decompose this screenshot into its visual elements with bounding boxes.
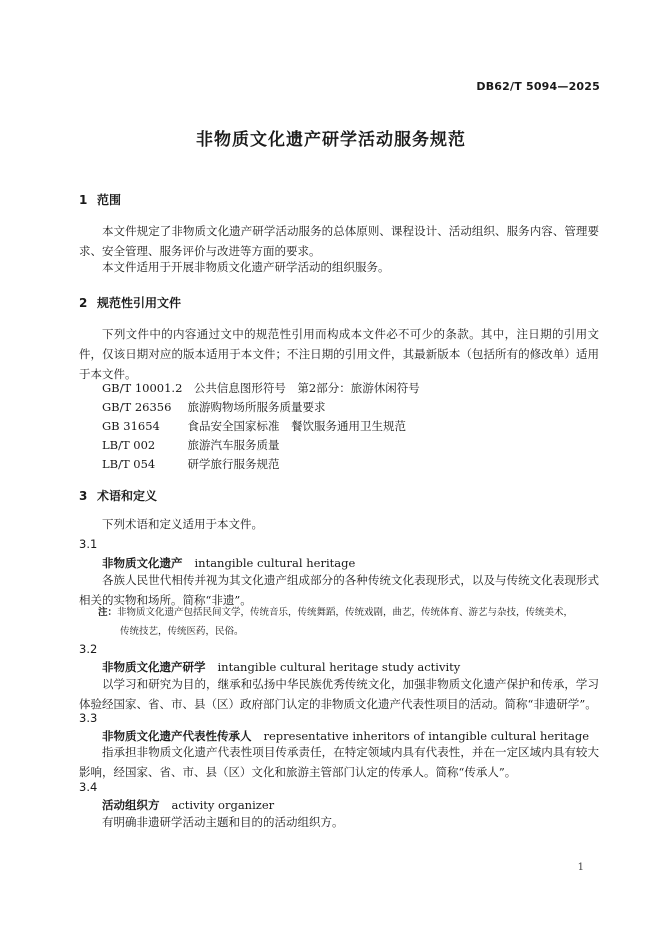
scope-paragraph-1: 本文件规定了非物质文化遗产研学活动服务的总体原则、课程设计、活动组织、服务内容、管理要求、安全管理、服务评价与改进等方面的要求。 bbox=[79, 224, 599, 258]
term-number: 3.2 bbox=[79, 642, 98, 656]
reference-item bbox=[102, 456, 280, 472]
term-definition: 各族人民世代相传并视为其文化遗产组成部分的各种传统文化表现形式，以及与传统文化表现形式相关的实物和场所。简称“非遗”。 bbox=[79, 573, 599, 607]
terms-intro: 下列术语和定义适用于本文件。 bbox=[102, 517, 263, 531]
term-en: intangible cultural heritage study activity bbox=[217, 660, 461, 674]
document-code: DB62/T 5094—2025 bbox=[476, 80, 600, 93]
term-definition: 以学习和研究为目的，继承和弘扬中华民族优秀传统文化，加强非物质文化遗产保护和传承，学习体验经国家、省、市、县（区）政府部门认定的非物质文化遗产代表性项目的活动。简称“非遗研学”。 bbox=[79, 677, 599, 711]
term-zh: 非物质文化遗产研学 bbox=[102, 660, 206, 674]
reference-code: GB/T 26356 bbox=[102, 400, 172, 414]
section-title: 范围 bbox=[97, 193, 122, 207]
reference-code: LB/T 054 bbox=[102, 457, 156, 471]
term-en: activity organizer bbox=[171, 798, 275, 812]
page-title: 非物质文化遗产研学活动服务规范 bbox=[196, 130, 466, 150]
term-zh: 非物质文化遗产 bbox=[102, 556, 183, 570]
reference-title: 公共信息图形符号 第2部分：旅游休闲符号 bbox=[193, 381, 420, 395]
section-heading-normative-references bbox=[79, 294, 181, 311]
reference-code: GB 31654 bbox=[102, 419, 160, 433]
reference-item bbox=[102, 437, 280, 453]
term-number: 3.3 bbox=[79, 711, 98, 725]
term-number: 3.1 bbox=[79, 537, 98, 551]
term-note bbox=[98, 603, 601, 641]
term-number: 3.4 bbox=[79, 780, 98, 794]
section-title: 术语和定义 bbox=[97, 489, 158, 503]
term-en: intangible cultural heritage bbox=[194, 556, 356, 570]
note-text-line2: 传统技艺，传统医药，民俗。 bbox=[120, 626, 244, 637]
reference-title: 旅游购物场所服务质量要求 bbox=[187, 400, 326, 414]
scope-paragraph-2: 本文件适用于开展非物质文化遗产研学活动的组织服务。 bbox=[102, 260, 390, 274]
reference-item bbox=[102, 418, 406, 434]
reference-title: 旅游汽车服务质量 bbox=[187, 438, 280, 452]
section-heading-terms bbox=[79, 487, 157, 504]
references-intro: 下列文件中的内容通过文中的规范性引用而构成本文件必不可少的条款。其中，注日期的引用文件，仅该日期对应的版本适用于本文件；不注日期的引用文件，其最新版本（包括所有的修改单）适用于本文件。 bbox=[79, 327, 599, 381]
note-text-line1: 非物质文化遗产包括民间文学，传统音乐，传统舞蹈，传统戏剧，曲艺，传统体育、游艺与杂技，传统美术， bbox=[117, 607, 574, 618]
section-number: 2 bbox=[79, 296, 88, 310]
section-title: 规范性引用文件 bbox=[97, 296, 182, 310]
reference-title: 食品安全国家标准 餐饮服务通用卫生规范 bbox=[187, 419, 406, 433]
term-en: representative inheritors of intangible cultural heritage bbox=[263, 729, 590, 743]
reference-item bbox=[102, 380, 420, 396]
section-number: 1 bbox=[79, 193, 88, 207]
page-number: 1 bbox=[577, 862, 584, 873]
term-heading bbox=[102, 797, 274, 813]
term-heading bbox=[102, 659, 460, 675]
reference-title: 研学旅行服务规范 bbox=[187, 457, 280, 471]
term-heading bbox=[102, 555, 355, 571]
section-heading-scope bbox=[79, 191, 121, 208]
term-zh: 非物质文化遗产代表性传承人 bbox=[102, 729, 252, 743]
note-label: 注： bbox=[98, 607, 118, 618]
term-zh: 活动组织方 bbox=[102, 798, 160, 812]
term-definition: 有明确非遗研学活动主题和目的的活动组织方。 bbox=[102, 815, 344, 829]
reference-code: GB/T 10001.2 bbox=[102, 381, 183, 395]
section-number: 3 bbox=[79, 489, 88, 503]
reference-code: LB/T 002 bbox=[102, 438, 156, 452]
term-definition: 指承担非物质文化遗产代表性项目传承责任，在特定领域内具有代表性，并在一定区域内具有较大影响，经国家、省、市、县（区）文化和旅游主管部门认定的传承人。简称“传承人”。 bbox=[79, 745, 599, 779]
reference-item bbox=[102, 399, 326, 415]
